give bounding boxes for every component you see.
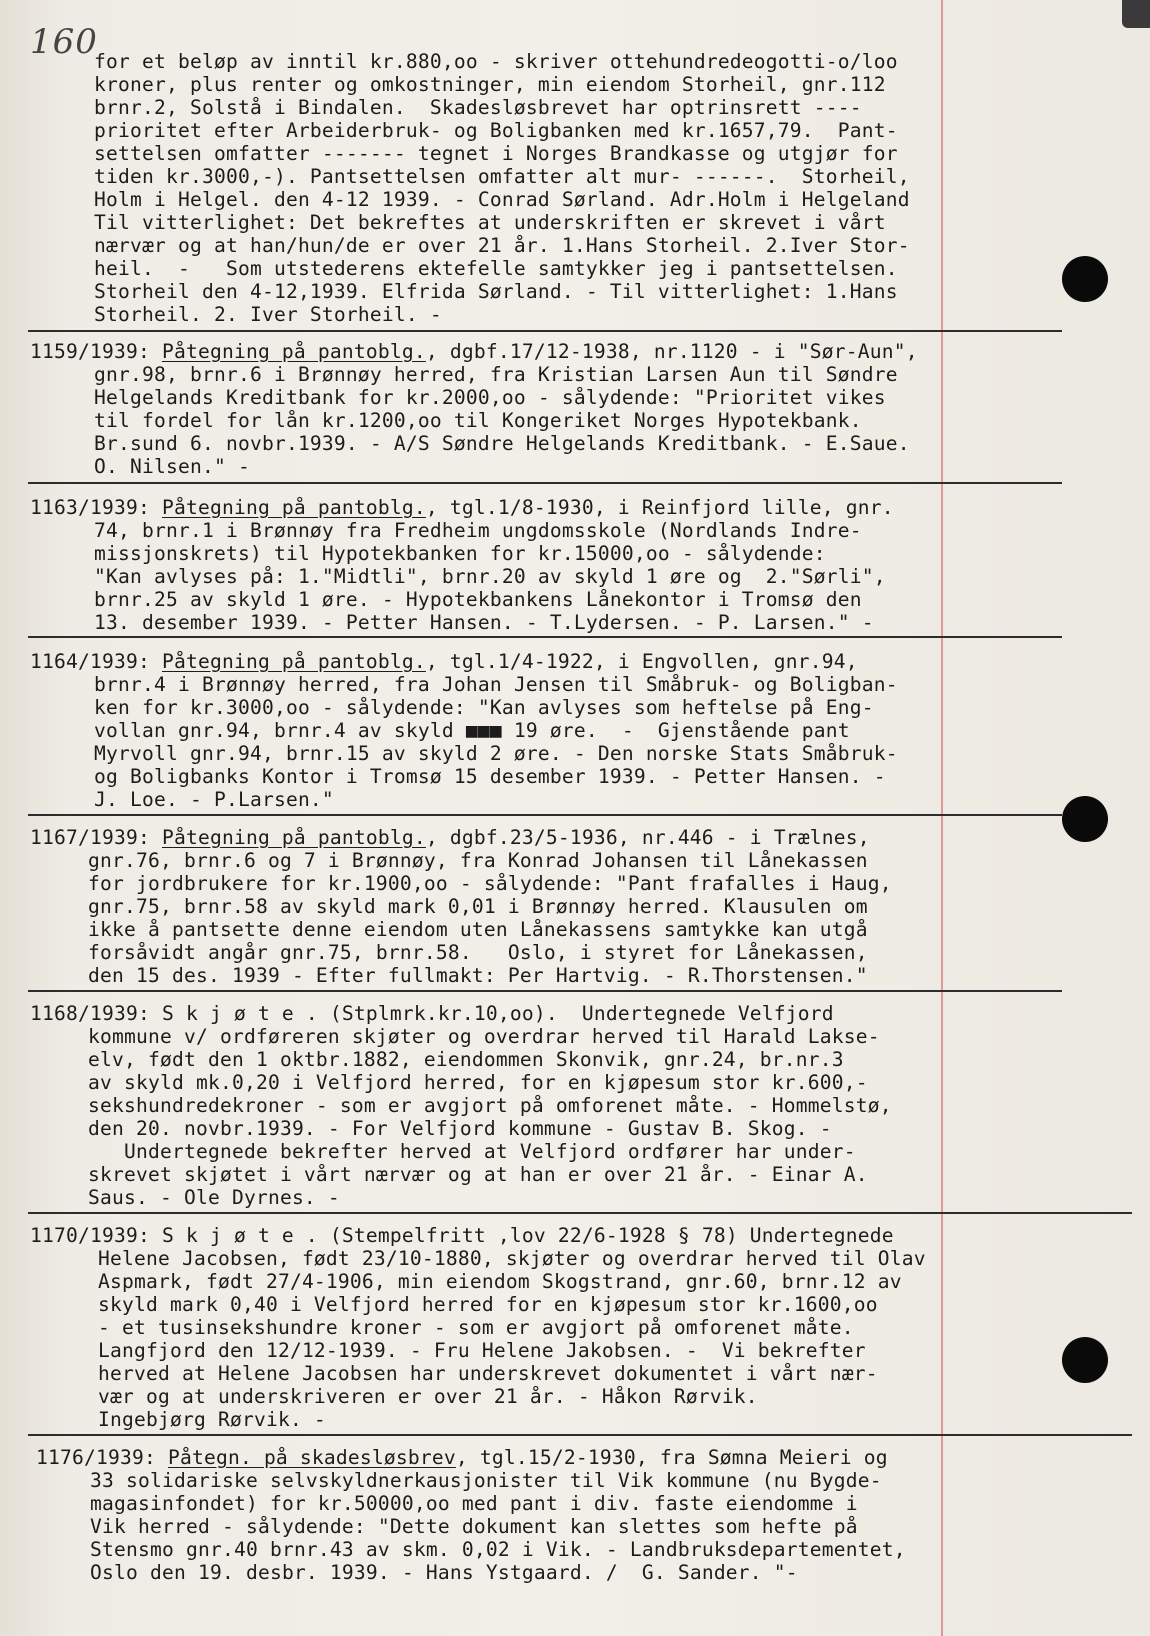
text-line: Storheil. 2. Iver Storheil. -: [94, 303, 442, 326]
entry-heading: S k j ø t e .: [161, 1002, 318, 1025]
text-line: kommune v/ ordføreren skjøter og overdrar herved til Harald Lakse-: [88, 1025, 880, 1048]
entry-heading: Påtegning på pantoblg.: [161, 340, 426, 363]
entry-heading: Påtegning på pantoblg.: [161, 826, 426, 849]
entry-first-line: [30, 826, 870, 849]
entry-divider: [28, 990, 1062, 992]
text-line: heil. - Som utstederens ektefelle samtykker jeg i pantsettelsen.: [94, 257, 898, 280]
entry-divider: [28, 330, 1062, 332]
text-line: Saus. - Ole Dyrnes. -: [88, 1186, 340, 1209]
text-line: og Boligbanks Kontor i Tromsø 15 desember 1939. - Petter Hansen. -: [94, 765, 886, 788]
page-number: 160: [30, 22, 98, 62]
text-line: den 15 des. 1939 - Efter fullmakt: Per Hartvig. - R.Thorstensen.": [88, 964, 868, 987]
text-line: 74, brnr.1 i Brønnøy fra Fredheim ungdomsskole (Nordlands Indre-: [94, 519, 862, 542]
text-line: prioritet efter Arbeiderbruk- og Boligbanken med kr.1657,79. Pant-: [94, 119, 898, 142]
text-line: Helene Jacobsen, født 23/10-1880, skjøter og overdrar herved til Olav: [98, 1247, 926, 1270]
text-line: brnr.2, Solstå i Bindalen. Skadesløsbrevet har optrinsrett ----: [94, 96, 862, 119]
punch-hole: [1062, 1337, 1108, 1383]
text-line: O. Nilsen." -: [94, 455, 250, 478]
entry-number: 1163/1939:: [30, 496, 150, 519]
text-line: vollan gnr.94, brnr.4 av skyld ■■■ 19 øre. - Gjenstående pant: [94, 719, 850, 742]
entry-number: 1176/1939:: [36, 1446, 156, 1469]
text-line: gnr.76, brnr.6 og 7 i Brønnøy, fra Konrad Johansen til Lånekassen: [88, 849, 868, 872]
text-line: , tgl.1/8-1930, i Reinfjord lille, gnr.: [425, 496, 894, 519]
corner-tab: [1122, 0, 1150, 28]
entry-heading: S k j ø t e .: [161, 1224, 318, 1247]
entry-number: 1168/1939:: [30, 1002, 150, 1025]
entry-first-line: [30, 1224, 894, 1247]
text-line: skyld mark 0,40 i Velfjord herred for en kjøpesum stor kr.1600,oo: [98, 1293, 878, 1316]
entry-number: 1164/1939:: [30, 650, 150, 673]
text-line: Til vitterlighet: Det bekreftes at underskriften er skrevet i vårt: [94, 211, 886, 234]
text-line: Ingebjørg Rørvik. -: [98, 1408, 326, 1431]
entry-number: 1167/1939:: [30, 826, 150, 849]
text-line: settelsen omfatter ------- tegnet i Norges Brandkasse og utgjør for: [94, 142, 898, 165]
text-line: J. Loe. - P.Larsen.": [94, 788, 334, 811]
entry-number: 1159/1939:: [30, 340, 150, 363]
margin-rule: [941, 0, 943, 1636]
text-line: (Stempelfritt ,lov 22/6-1928 § 78) Undertegnede: [317, 1224, 894, 1247]
entry-divider: [28, 636, 1062, 638]
text-line: Undertegnede bekrefter herved at Velfjord ordfører har under-: [88, 1140, 856, 1163]
entry-first-line: [30, 496, 894, 519]
text-line: , dgbf.17/12-1938, nr.1120 - i "Sør-Aun",: [425, 340, 918, 363]
text-line: Langfjord den 12/12-1939. - Fru Helene Jakobsen. - Vi bekrefter: [98, 1339, 866, 1362]
text-line: "Kan avlyses på: 1."Midtli", brnr.20 av skyld 1 øre og 2."Sørli",: [94, 565, 886, 588]
entry-first-line: [30, 340, 918, 363]
text-line: for jordbrukere for kr.1900,oo - sålydende: "Pant frafalles i Haug,: [88, 872, 892, 895]
text-line: herved at Helene Jacobsen har underskrevet dokumentet i vårt nær-: [98, 1362, 878, 1385]
text-line: Br.sund 6. novbr.1939. - A/S Søndre Helgelands Kreditbank. - E.Saue.: [94, 432, 910, 455]
entry-first-line: [36, 1446, 888, 1469]
text-line: tiden kr.3000,-). Pantsettelsen omfatter alt mur- ------. Storheil,: [94, 165, 910, 188]
text-line: , tgl.15/2-1930, fra Sømna Meieri og: [455, 1446, 888, 1469]
text-line: Vik herred - sålydende: "Dette dokument kan slettes som hefte på: [90, 1515, 858, 1538]
text-line: til fordel for lån kr.1200,oo til Kongeriket Norges Hypotekbank.: [94, 409, 862, 432]
text-line: ken for kr.3000,oo - sålydende: "Kan avlyses som heftelse på Eng-: [94, 696, 874, 719]
entry-divider: [28, 814, 1062, 816]
text-line: forsåvidt angår gnr.75, brnr.58. Oslo, i styret for Lånekassen,: [88, 941, 868, 964]
entry-divider: [28, 482, 1062, 484]
text-line: Holm i Helgel. den 4-12 1939. - Conrad Sørland. Adr.Holm i Helgeland: [94, 188, 910, 211]
text-line: Stensmo gnr.40 brnr.43 av skm. 0,02 i Vik. - Landbruksdepartementet,: [90, 1538, 906, 1561]
text-line: , tgl.1/4-1922, i Engvollen, gnr.94,: [425, 650, 858, 673]
text-line: brnr.25 av skyld 1 øre. - Hypotekbankens Lånekontor i Tromsø den: [94, 588, 862, 611]
text-line: - et tusinsekshundre kroner - som er avgjort på omforenet måte.: [98, 1316, 854, 1339]
text-line: den 20. novbr.1939. - For Velfjord kommune - Gustav B. Skog. -: [88, 1117, 832, 1140]
entry-heading: Påtegning på pantoblg.: [161, 496, 426, 519]
entry-number: 1170/1939:: [30, 1224, 150, 1247]
entry-heading: Påtegn. på skadesløsbrev: [167, 1446, 456, 1469]
entry-divider: [28, 1212, 1132, 1214]
text-line: sekshundredekroner - som er avgjort på omforenet måte. - Hommelstø,: [88, 1094, 892, 1117]
text-line: av skyld mk.0,20 i Velfjord herred, for en kjøpesum stor kr.600,-: [88, 1071, 868, 1094]
text-line: nærvær og at han/hun/de er over 21 år. 1.Hans Storheil. 2.Iver Stor-: [94, 234, 910, 257]
punch-hole: [1062, 256, 1108, 302]
text-line: magasinfondet) for kr.50000,oo med pant i div. faste eiendomme i: [90, 1492, 858, 1515]
text-line: 33 solidariske selvskyldnerkausjonister til Vik kommune (nu Bygde-: [90, 1469, 882, 1492]
text-line: kroner, plus renter og omkostninger, min eiendom Storheil, gnr.112: [94, 73, 886, 96]
text-line: gnr.75, brnr.58 av skyld mark 0,01 i Brønnøy herred. Klausulen om: [88, 895, 868, 918]
text-line: skrevet skjøtet i vårt nærvær og at han er over 21 år. - Einar A.: [88, 1163, 868, 1186]
text-line: brnr.4 i Brønnøy herred, fra Johan Jensen til Småbruk- og Boligban-: [94, 673, 898, 696]
text-line: , dgbf.23/5-1936, nr.446 - i Trælnes,: [425, 826, 870, 849]
text-line: ikke å pantsette denne eiendom uten Lånekassens samtykke kan utgå: [88, 918, 868, 941]
text-line: Oslo den 19. desbr. 1939. - Hans Ystgaard. / G. Sander. "-: [90, 1561, 798, 1584]
punch-hole: [1062, 796, 1108, 842]
entry-first-line: [30, 650, 858, 673]
entry-divider: [28, 1434, 1132, 1436]
text-line: (Stplmrk.kr.10,oo). Undertegnede Velfjord: [317, 1002, 834, 1025]
text-line: Storheil den 4-12,1939. Elfrida Sørland. - Til vitterlighet: 1.Hans: [94, 280, 898, 303]
text-line: Helgelands Kreditbank for kr.2000,oo - sålydende: "Prioritet vikes: [94, 386, 886, 409]
text-line: 13. desember 1939. - Petter Hansen. - T.Lydersen. - P. Larsen." -: [94, 611, 874, 634]
text-line: missjonskrets) til Hypotekbanken for kr.15000,oo - sålydende:: [94, 542, 826, 565]
text-line: elv, født den 1 oktbr.1882, eiendommen Skonvik, gnr.24, br.nr.3: [88, 1048, 844, 1071]
text-line: Aspmark, født 27/4-1906, min eiendom Skogstrand, gnr.60, brnr.12 av: [98, 1270, 902, 1293]
entry-first-line: [30, 1002, 834, 1025]
entry-heading: Påtegning på pantoblg.: [161, 650, 426, 673]
text-line: gnr.98, brnr.6 i Brønnøy herred, fra Kristian Larsen Aun til Søndre: [94, 363, 898, 386]
text-line: vær og at underskriveren er over 21 år. - Håkon Rørvik.: [98, 1385, 758, 1408]
text-line: for et beløp av inntil kr.880,oo - skriver ottehundredeogotti-o/loo: [94, 50, 898, 73]
text-line: Myrvoll gnr.94, brnr.15 av skyld 2 øre. - Den norske Stats Småbruk-: [94, 742, 898, 765]
